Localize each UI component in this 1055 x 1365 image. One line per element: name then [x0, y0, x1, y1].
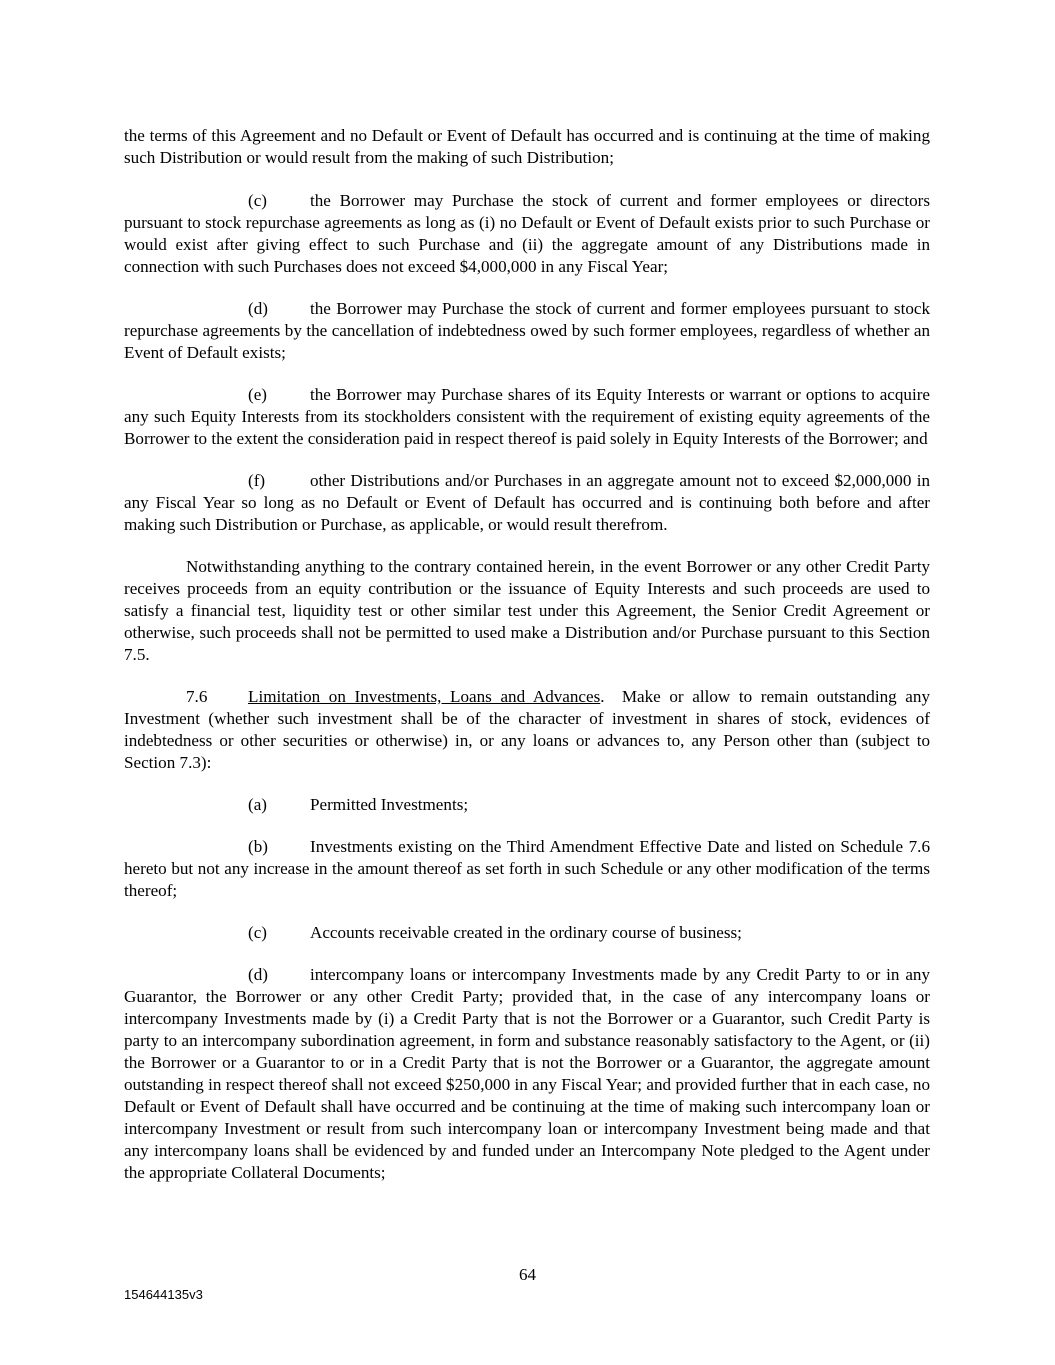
clause-7-6-b	[124, 836, 930, 902]
section-heading-period: .	[600, 687, 605, 706]
clause-text: intercompany loans or intercompany Investments made by any Credit Party to or in any Guarantor, the Borrower or any other Credit Party; provided that, in the case of any intercompany loans or intercompany Investments made by (i) a Credit Party that is not the Borrower or a Guarantor, such Credit Party is party to an intercompany subordination agreement, in form and substance reasonably satisfactory to the Agent, or (ii) the Borrower or a Guarantor to or in a Credit Party that is not the Borrower or a Guarantor, the aggregate amount outstanding in respect thereof shall not exceed $250,000 in any Fiscal Year; and provided further that in each case, no Default or Event of Default shall have occurred and be continuing at the time of making such intercompany loan or intercompany Investment or result from such intercompany loan or intercompany Investment being made and that any intercompany loans shall be evidenced by and funded under an Intercompany Note pledged to the Agent under the appropriate Collateral Documents;	[124, 965, 930, 1182]
clause-text: Accounts receivable created in the ordinary course of business;	[310, 923, 742, 942]
clause-label: (b)	[248, 837, 268, 856]
clause-7-5-f	[124, 470, 930, 536]
clause-label: (d)	[248, 965, 268, 984]
document-id: 154644135v3	[124, 1287, 203, 1302]
clause-7-6-c	[124, 922, 930, 944]
clause-text: the Borrower may Purchase the stock of current and former employees or directors pursuant to stock repurchase agreements as long as (i) no Default or Event of Default exists prior to such Purchase or would exist after giving effect to such Purchase and (ii) the aggregate amount of any Distributions made in connection with such Purchases does not exceed $4,000,000 in any Fiscal Year;	[124, 191, 930, 276]
document-body	[124, 125, 930, 1204]
clause-7-5-c	[124, 190, 930, 278]
section-7-6	[124, 686, 930, 774]
section-body: Make or allow to remain outstanding any Investment (whether such investment shall be of the character of investment in shares of stock, evidences of indebtedness or other securities or otherwise) in, or any loans or advances to, any Person other than (subject to Section 7.3):	[124, 687, 930, 772]
section-heading: Limitation on Investments, Loans and Advances	[248, 687, 601, 706]
page-number: 64	[519, 1265, 536, 1284]
clause-7-6-d	[124, 964, 930, 1184]
clause-label: (e)	[248, 385, 267, 404]
clause-label: (c)	[248, 923, 267, 942]
clause-label: (a)	[248, 795, 267, 814]
clause-7-6-a	[124, 794, 930, 816]
clause-label: (f)	[248, 471, 266, 490]
clause-text: the Borrower may Purchase shares of its Equity Interests or warrant or options to acquire any such Equity Interests from its stockholders consistent with the requirement of existing equity agreements of the Borrower to the extent the consideration paid in respect thereof is paid solely in Equity Interests of the Borrower; and	[124, 385, 930, 448]
clause-text: other Distributions and/or Purchases in an aggregate amount not to exceed $2,000,000 in any Fiscal Year so long as no Default or Event of Default has occurred and is continuing both before and after making such Distribution or Purchase, as applicable, or would result therefrom.	[124, 471, 930, 534]
continuation-paragraph: the terms of this Agreement and no Default or Event of Default has occurred and is continuing at the time of making such Distribution or would result from the making of such Distribution;	[124, 126, 930, 167]
clause-label: (d)	[248, 299, 268, 318]
clause-7-5-e	[124, 384, 930, 450]
clause-text: Investments existing on the Third Amendment Effective Date and listed on Schedule 7.6 hereto but not any increase in the amount thereof as set forth in such Schedule or any other modification of the terms thereof;	[124, 837, 930, 900]
section-number: 7.6	[186, 687, 208, 706]
clause-label: (c)	[248, 191, 267, 210]
clause-text: the Borrower may Purchase the stock of current and former employees pursuant to stock repurchase agreements by the cancellation of indebtedness owed by such former employees, regardless of whether an Event of Default exists;	[124, 299, 930, 362]
clause-7-5-d	[124, 298, 930, 364]
clause-text: Permitted Investments;	[310, 795, 469, 814]
notwithstanding-paragraph: Notwithstanding anything to the contrary contained herein, in the event Borrower or any other Credit Party receives proceeds from an equity contribution or the issuance of Equity Interests and such proceeds are used to satisfy a financial test, liquidity test or other similar test under this Agreement, the Senior Credit Agreement or otherwise, such proceeds shall not be permitted to used make a Distribution and/or Purchase pursuant to this Section 7.5.	[124, 557, 930, 664]
